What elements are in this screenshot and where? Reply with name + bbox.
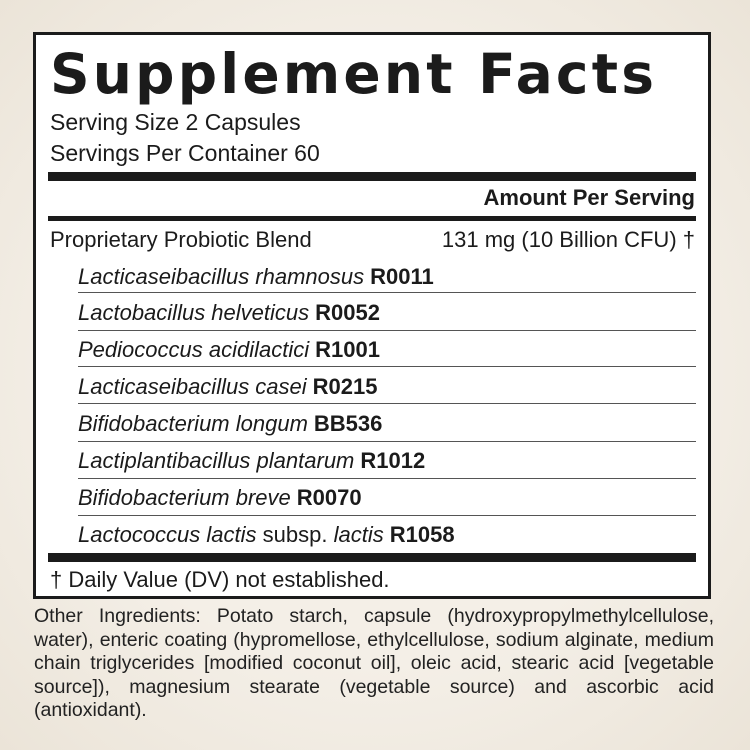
ingredient-strain: R0011 — [370, 264, 434, 289]
ingredient-species: Lactiplantibacillus plantarum — [78, 448, 355, 473]
ingredient-strain: R0070 — [296, 485, 362, 510]
ingredient-row — [78, 373, 696, 401]
ingredient-strain: R1001 — [315, 337, 380, 362]
ingredient-row — [78, 484, 696, 512]
ingredient-species: Bifidobacterium breve — [78, 485, 291, 510]
ingredient-species: Lacticaseibacillus rhamnosus — [78, 264, 365, 289]
ingredient-row — [78, 521, 696, 549]
row-divider — [78, 478, 696, 479]
blend-name: Proprietary Probiotic Blend — [50, 227, 312, 252]
ingredient-strain: BB536 — [313, 411, 383, 436]
row-divider — [78, 292, 696, 293]
ingredient-species: Lacticaseibacillus casei — [78, 374, 307, 399]
blend-row — [50, 226, 695, 254]
thick-divider-bottom — [48, 553, 696, 562]
row-divider — [78, 330, 696, 331]
ingredient-strain: R1012 — [360, 448, 426, 473]
row-divider — [78, 515, 696, 516]
blend-amount: 131 mg (10 Billion CFU) † — [441, 227, 695, 252]
servings-per-container: Servings Per Container 60 — [50, 140, 320, 166]
ingredient-row — [78, 299, 696, 327]
ingredient-row — [78, 447, 696, 475]
panel-content — [48, 35, 696, 596]
ingredient-row — [78, 410, 696, 438]
ingredient-strain: R0052 — [315, 300, 380, 325]
supplement-facts-panel — [33, 32, 711, 599]
ingredient-row — [78, 336, 696, 364]
amount-per-serving-header: Amount Per Serving — [483, 185, 695, 210]
header-divider — [48, 216, 696, 221]
thick-divider-top — [48, 172, 696, 181]
ingredient-species: Pediococcus acidilactici — [78, 337, 310, 362]
row-divider — [78, 441, 696, 442]
ingredient-subspecies: lactis — [333, 522, 384, 547]
daily-value-footnote: † Daily Value (DV) not established. — [50, 567, 390, 592]
row-divider — [78, 366, 696, 367]
ingredient-subsp: subsp. — [262, 522, 328, 547]
ingredient-row — [78, 263, 696, 291]
ingredient-species: Bifidobacterium longum — [78, 411, 308, 436]
other-ingredients: Other Ingredients: Potato starch, capsule (hydroxypropylmethylcellulose, water), enteric coating (hypromellose, ethylcellulose, sodium alginate, medium chain triglycerides [modified coconut oil], oleic acid, stearic acid [vegetable source]), magnesium stearate (vegetable source) and ascorbic acid (antioxidant). — [34, 605, 714, 721]
serving-size: Serving Size 2 Capsules — [50, 109, 301, 135]
ingredient-strain: R0215 — [312, 374, 378, 399]
ingredient-species: Lactobacillus helveticus — [78, 300, 310, 325]
ingredient-species: Lactococcus lactis — [78, 522, 257, 547]
ingredient-strain: R1058 — [389, 522, 455, 547]
panel-title: Supplement Facts — [50, 42, 658, 106]
row-divider — [78, 403, 696, 404]
